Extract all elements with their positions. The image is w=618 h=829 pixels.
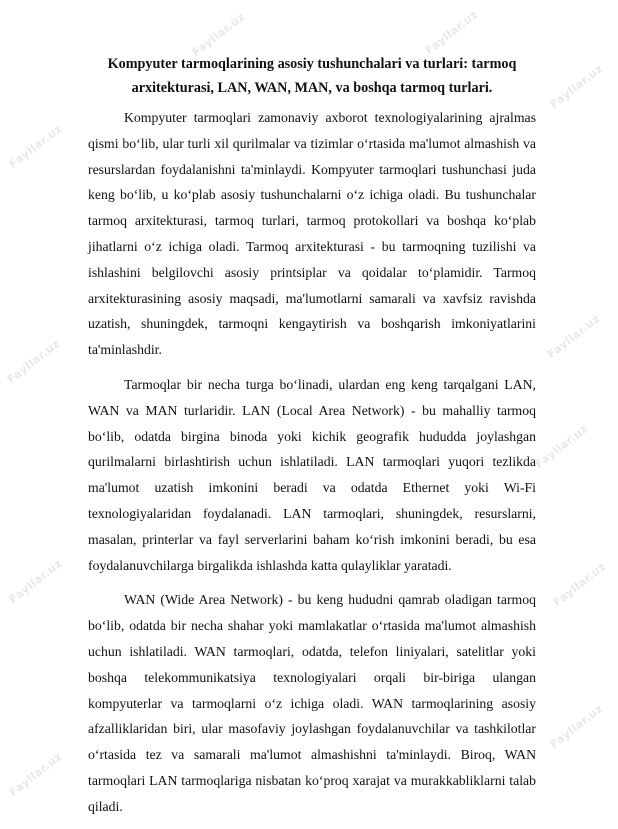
watermark: Fayllar.uz <box>544 311 603 362</box>
document-title: Kompyuter tarmoqlarining asosiy tushunchalari va turlari: tarmoq arxitekturasi, LAN, WAN, MAN, va boshqa tarmoq turlari. <box>107 56 517 96</box>
watermark: Fayllar.uz <box>6 121 65 172</box>
paragraph-wan: WAN (Wide Area Network) - bu keng hududni qamrab oladigan tarmoq boʻlib, odatda bir necha shahar yoki mamlakatlar oʻrtasida ma'lumot almashish uchun ishlatiladi. WAN tarmoqlari, odatda, telefon liniyalari, satelitlar yoki boshqa telekommunikatsiya texnologiyalari orqali bir-biriga ulangan kompyuterlar va tarmoqlarni oʻz ichiga oladi. WAN tarmoqlarining asosiy afzalliklaridan biri, ular masofaviy joylashgan foydalanuvchilar va tashkilotlar oʻrtasida tez va samarali ma'lumot almashishni ta'minlaydi. Biroq, WAN tarmoqlari LAN tarmoqlariga nisbatan koʻproq xarajat va murakkabliklarni talab qiladi. <box>88 592 536 814</box>
watermark: Fayllar.uz <box>547 701 606 752</box>
document-body <box>88 52 536 829</box>
paragraph-intro: Kompyuter tarmoqlari zamonaviy axborot texnologiyalarining ajralmas qismi boʻlib, ular turli xil qurilmalar va tizimlar oʻrtasida ma'lumot almashish va resurslardan foydalanishni ta'minlaydi. Kompyuter tarmoqlari tushunchasi juda keng boʻlib, u koʻplab asosiy tushunchalarni oʻz ichiga oladi. Bu tushunchalar tarmoq arxitekturasi, tarmoq turlari, tarmoq protokollari va boshqa koʻplab jihatlarni oʻz ichiga oladi. Tarmoq arxitekturasi - bu tarmoqning tuzilishi va ishlashini belgilovchi asosiy printsiplar va qoidalar toʻplamidir. Tarmoq arxitekturasining asosiy maqsadi, ma'lumotlarni samarali va xavfsiz ravishda uzatish, shuningdek, tarmoqni kengaytirish va boshqarish imkoniyatlarini ta'minlashdir. <box>88 110 536 358</box>
watermark: Fayllar.uz <box>189 9 248 60</box>
watermark: Fayllar.uz <box>4 336 63 387</box>
watermark: Fayllar.uz <box>547 61 606 112</box>
watermark: Fayllar.uz <box>532 421 591 472</box>
paragraph-lan: Tarmoqlar bir necha turga boʻlinadi, ulardan eng keng tarqalgani LAN, WAN va MAN turlaridir. LAN (Local Area Network) - bu mahalliy tarmoq boʻlib, odatda birgina binoda yoki kichik geografik hududda joylashgan qurilmalarni birlashtirish uchun ishlatiladi. LAN tarmoqlari yuqori tezlikda ma'lumot uzatish imkonini beradi va odatda Ethernet yoki Wi-Fi texnologiyalaridan foydalanadi. LAN tarmoqlari, shuningdek, resurslarni, masalan, printerlar va fayl serverlarini baham koʻrish imkonini beradi, bu esa foydalanuvchilarga birgalikda ishlashda katta qulayliklar yaratadi. <box>88 376 536 573</box>
watermark: Fayllar.uz <box>422 7 481 58</box>
watermark: Fayllar.uz <box>6 556 65 607</box>
watermark: Fayllar.uz <box>550 559 609 610</box>
watermark: Fayllar.uz <box>6 749 65 800</box>
